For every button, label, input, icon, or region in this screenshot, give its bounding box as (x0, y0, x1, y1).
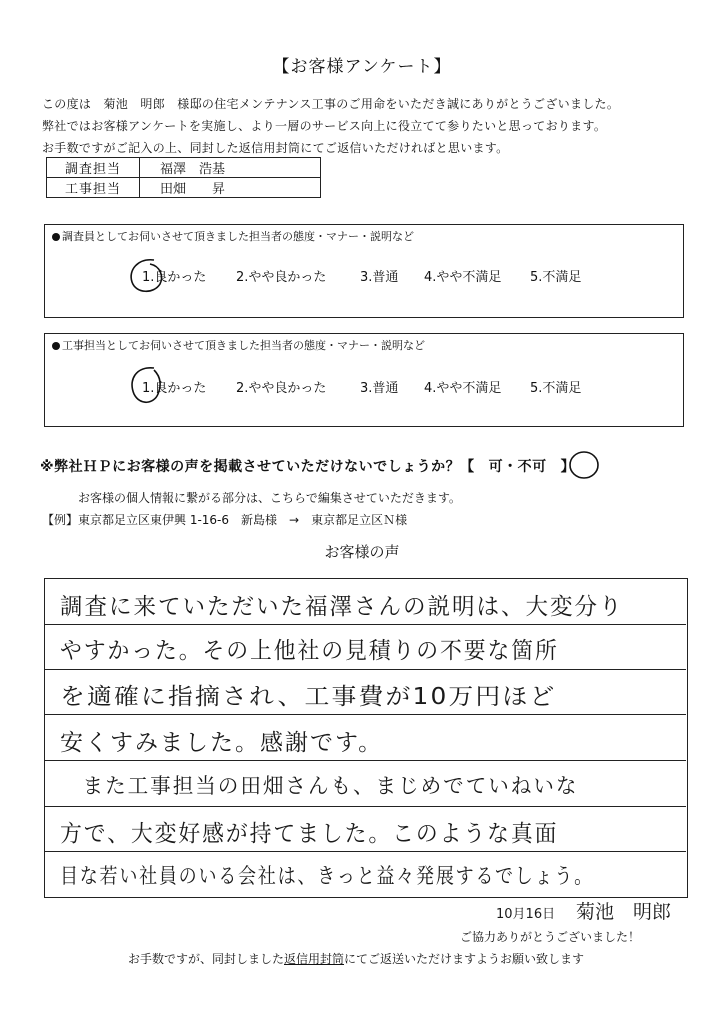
staff-row-construction (47, 178, 321, 198)
q1-option-3[interactable]: 3.普通 (360, 270, 399, 285)
writing-rule (44, 669, 686, 670)
q2-option-3[interactable]: 3.普通 (360, 381, 399, 396)
staff-role: 調査担当 (47, 158, 140, 178)
bullet-icon (52, 233, 60, 241)
intro-line-2: 弊社ではお客様アンケートを実施し、より一層のサービス向上に役立てて参りたいと思っております。 (42, 119, 607, 133)
q1-option-2[interactable]: 2.やや良かった (236, 270, 327, 285)
staff-table (46, 157, 321, 198)
signature-name: 菊池 明郎 (576, 901, 672, 923)
customer-voice-line: 安くすみました。感謝です。 (60, 730, 384, 756)
q2-selected-circle-icon (124, 362, 174, 410)
signature-date: 10月16日 (496, 907, 556, 922)
question-2-label: 工事担当としてお伺いさせて頂きました担当者の態度・マナー・説明など (52, 337, 425, 353)
hp-option-no[interactable]: 不可 (517, 459, 547, 475)
staff-name: 福澤 浩基 (140, 158, 321, 178)
writing-rule (44, 851, 686, 852)
writing-rule (44, 806, 686, 807)
writing-rule (44, 760, 686, 761)
staff-role: 工事担当 (47, 178, 140, 198)
q1-option-1[interactable]: 1.良かった (142, 270, 207, 285)
hp-permission-question: ※弊社ＨＰにお客様の声を掲載させていただけないでしょうか？【 可・不可 】 (40, 459, 576, 475)
customer-voice-line: やすかった。その上他社の見積りの不要な箇所 (60, 638, 559, 664)
q2-option-1[interactable]: 1.良かった (142, 381, 207, 396)
bullet-icon (52, 342, 60, 350)
q2-option-2[interactable]: 2.やや良かった (236, 381, 327, 396)
q1-selected-circle-icon (124, 254, 174, 298)
closing-message: お手数ですが、同封しました返信用封筒にてご返送いただけますようお願い致します (128, 952, 585, 966)
staff-name: 田畑 昇 (140, 178, 321, 198)
privacy-note: お客様の個人情報に繋がる部分は、こちらで編集させていただきます。 (78, 491, 461, 505)
survey-title: 【お客様アンケート】 (272, 57, 452, 77)
q2-option-5[interactable]: 5.不満足 (530, 381, 582, 396)
hp-yes-circle-icon (566, 448, 602, 482)
thanks-message: ご協力ありがとうございました！ (460, 930, 641, 944)
writing-rule (44, 624, 686, 625)
example-note: 【例】東京都足立区東伊興 1-16-6 新島様 → 東京都足立区Ｎ様 (42, 513, 408, 527)
writing-rule (44, 714, 686, 715)
intro-line-3: お手数ですがご記入の上、同封した返信用封筒にてご返信いただければと思います。 (42, 141, 509, 155)
q2-option-4[interactable]: 4.やや不満足 (424, 381, 502, 396)
intro-line-1: この度は 菊池 明郎 様邸の住宅メンテナンス工事のご用命をいただき誠にありがとうございました。 (42, 97, 620, 111)
hp-option-yes[interactable]: 可 (488, 459, 504, 475)
customer-voice-line: また工事担当の田畑さんも、まじめでていねいな (60, 774, 579, 798)
customer-voice-line: を適確に指摘され、工事費が10万円ほど (60, 684, 557, 710)
customer-voice-line: 方で、大変好感が持てました。このような真面 (60, 821, 559, 847)
customer-voice-line: 目な若い社員のいる会社は、きっと益々発展するでしょう。 (60, 864, 594, 888)
customer-voice-heading: お客様の声 (324, 543, 400, 561)
q1-option-5[interactable]: 5.不満足 (530, 270, 582, 285)
question-1-label: 調査員としてお伺いさせて頂きました担当者の態度・マナー・説明など (52, 228, 414, 244)
q1-option-4[interactable]: 4.やや不満足 (424, 270, 502, 285)
staff-row-survey (47, 158, 321, 178)
customer-voice-line: 調査に来ていただいた福澤さんの説明は、大変分り (60, 594, 624, 620)
